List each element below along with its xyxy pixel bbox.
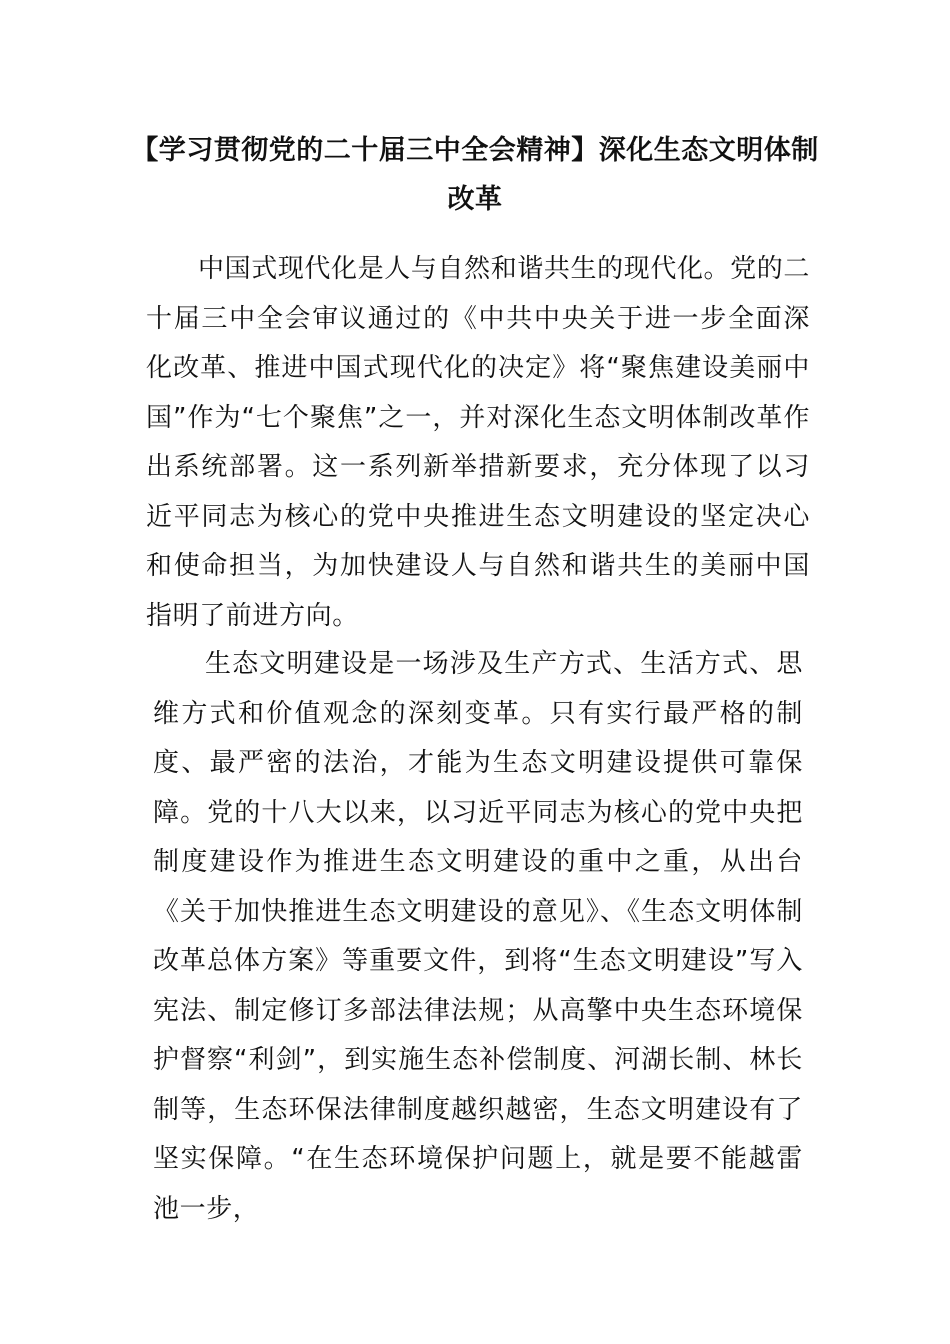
paragraph-1: 中国式现代化是人与自然和谐共生的现代化。党的二十届三中全会审议通过的《中共中央关于进一步全面深化改革、推进中国式现代化的决定》将“聚焦建设美丽中国”作为“七个聚焦”之一，并对深化生态文明体制改革作出系统部署。这一系列新举措新要求，充分体现了以习近平同志为核心的党中央推进生态文明建设的坚定决心和使命担当，为加快建设人与自然和谐共生的美丽中国指明了前进方向。	[146, 254, 810, 631]
paragraph-2: 生态文明建设是一场涉及生产方式、生活方式、思维方式和价值观念的深刻变革。只有实行最严格的制度、最严密的法治，才能为生态文明建设提供可靠保障。党的十八大以来，以习近平同志为核心的党中央把制度建设作为推进生态文明建设的重中之重，从出台《关于加快推进生态文明建设的意见》、《生态文明体制改革总体方案》等重要文件，到将“生态文明建设”写入宪法、制定修订多部法律法规；从高擎中央生态环境保护督察“利剑”，到实施生态补偿制度、河湖长制、林长制等，生态环保法律制度越织越密，生态文明建设有了坚实保障。“在生态环境保护问题上，就是要不能越雷池一步，	[153, 649, 803, 1224]
document-title: 【学习贯彻党的二十届三中全会精神】深化生态文明体制改革	[131, 135, 819, 215]
